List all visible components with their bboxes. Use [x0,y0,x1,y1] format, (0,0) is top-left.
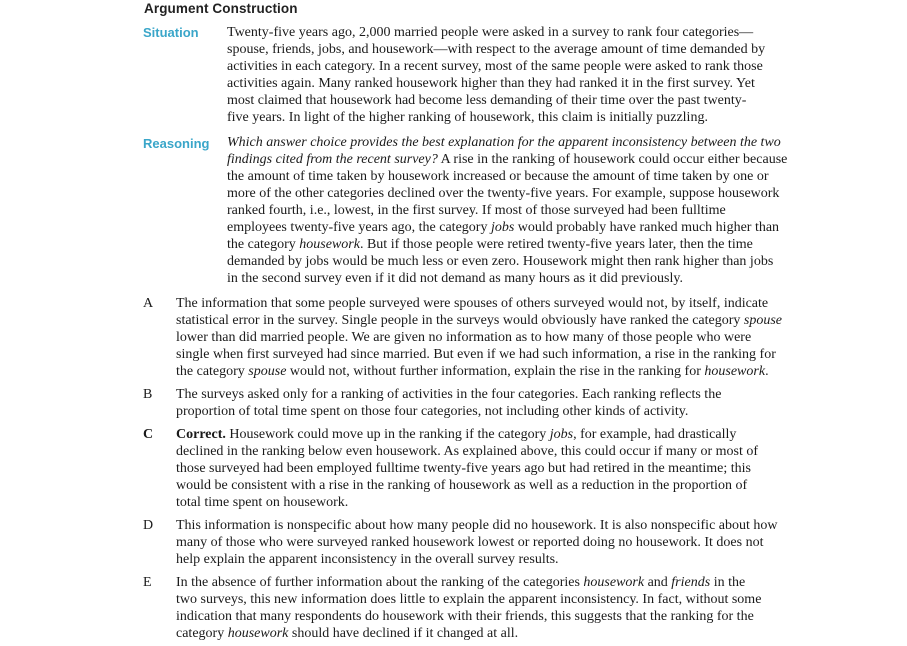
answer-line: total time spent on housework. [176,495,349,510]
term-housework: housework [704,364,766,379]
term-friends: friends [671,575,711,590]
correct-label: Correct. [176,427,226,442]
reasoning-line: the amount of time taken by housework increased or because the amount of time taken by one or [227,169,769,184]
answer-b-text [176,386,821,420]
answer-line: would be consistent with a rise in the ranking of housework as well as a reduction in the proportion of [176,478,748,493]
answer-line: many of those who were surveyed ranked housework lowest or reported doing no housework. It does not [176,535,764,550]
situation-line: five years. In light of the higher ranking of housework, this claim is initially puzzling. [227,110,708,125]
answer-line [176,625,821,642]
answer-e-text [176,574,821,642]
answer-letter-c: C [143,427,154,442]
answer-line: help explain the apparent inconsistency in the overall survey results. [176,552,559,567]
reasoning-line: demanded by jobs would be much less or even zero. Housework might then rank higher than jobs [227,254,774,269]
answer-text: statistical error in the survey. Single people in the surveys would obviously have ranked the category [176,313,744,328]
answer-text: , for example, had drastically [573,427,737,442]
term-housework: housework [227,626,289,641]
term-jobs: jobs [490,220,515,235]
term-jobs: jobs [549,427,574,442]
situation-paragraph [227,24,819,126]
answer-line: declined in the ranking below even housework. As explained above, this could occur if many or most of [176,444,759,459]
answer-letter-d: D [143,518,154,533]
answer-text: category [176,626,228,641]
answer-letter-a: A [143,296,154,311]
reasoning-line: in the second survey even if it did not demand as many hours as it did previously. [227,271,683,286]
answer-line [176,312,821,329]
reasoning-text: A rise in the ranking of housework could occur either because [437,152,788,167]
reasoning-text: employees twenty-five years ago, the category [227,220,491,235]
answer-line: This information is nonspecific about how many people did no housework. It is also nonspecific about how [176,518,778,533]
answer-line: two surveys, this new information does little to explain the apparent inconsistency. In fact, without some [176,592,762,607]
answer-d-text [176,517,821,568]
answer-text: In the absence of further information about the ranking of the categories [176,575,584,590]
situation-line: activities in each category. In a recent survey, most of the same people were asked to rank those [227,59,763,74]
answer-line: proportion of total time spent on those four categories, not including other kinds of activity. [176,404,689,419]
answer-text: in the [710,575,746,590]
answer-text: should have declined if it changed at all. [288,626,519,641]
answer-text: . [765,364,769,379]
reasoning-text: . But if those people were retired twenty-five years later, then the time [359,237,753,252]
reasoning-text: would probably have ranked much higher than [514,220,780,235]
reasoning-question-end: findings cited from the recent survey? [227,152,438,167]
reasoning-text: the category [227,237,300,252]
answer-a-text [176,295,821,380]
reasoning-line [227,134,819,151]
answer-line: The information that some people surveyed were spouses of others surveyed would not, by itself, indicate [176,296,769,311]
answer-text: the category [176,364,249,379]
answer-line: lower than did married people. We are given no information as to how many of those people who were [176,330,752,345]
answer-text: Housework could move up in the ranking if the category [225,427,550,442]
reasoning-line: more of the other categories declined over the twenty-five years. For example, suppose housework [227,186,780,201]
reasoning-label: Reasoning [143,136,210,151]
answer-line: those surveyed had been employed fulltime twenty-five years ago but had retired in the meantime; this [176,461,751,476]
answer-line [176,426,821,443]
situation-line: spouse, friends, jobs, and housework—with respect to the average amount of time demanded by [227,42,766,57]
situation-label: Situation [143,25,199,40]
answer-text: and [644,575,672,590]
term-housework: housework [583,575,645,590]
answer-line [176,574,821,591]
term-housework: housework [299,237,360,252]
answer-text: would not, without further information, explain the rise in the ranking for [286,364,705,379]
reasoning-line [227,151,819,168]
situation-line: most claimed that housework had become less demanding of their time over the past twenty- [227,93,747,108]
reasoning-line [227,236,819,253]
answer-line: indication that many respondents do housework with their friends, this suggests that the ranking for the [176,609,754,624]
reasoning-line: ranked fourth, i.e., lowest, in the first survey. If most of those surveyed had been fulltime [227,203,726,218]
answer-line [176,363,821,380]
term-spouse: spouse [743,313,783,328]
answer-c-text [176,426,821,511]
situation-line: Twenty-five years ago, 2,000 married people were asked in a survey to rank four categories— [227,25,754,40]
answer-line: single when first surveyed had since married. But even if we had such information, a rise in the ranking for [176,347,776,362]
reasoning-question: Which answer choice provides the best explanation for the apparent inconsistency between the two [227,135,781,150]
answer-letter-e: E [143,575,152,590]
term-spouse: spouse [248,364,287,379]
reasoning-line [227,219,819,236]
answer-letter-b: B [143,387,153,402]
situation-line: activities again. Many ranked housework higher than they had ranked it in the first survey. Yet [227,76,755,91]
reasoning-paragraph [227,134,819,287]
answer-line: The surveys asked only for a ranking of activities in the four categories. Each ranking reflects the [176,387,722,402]
section-heading: Argument Construction [144,1,298,16]
